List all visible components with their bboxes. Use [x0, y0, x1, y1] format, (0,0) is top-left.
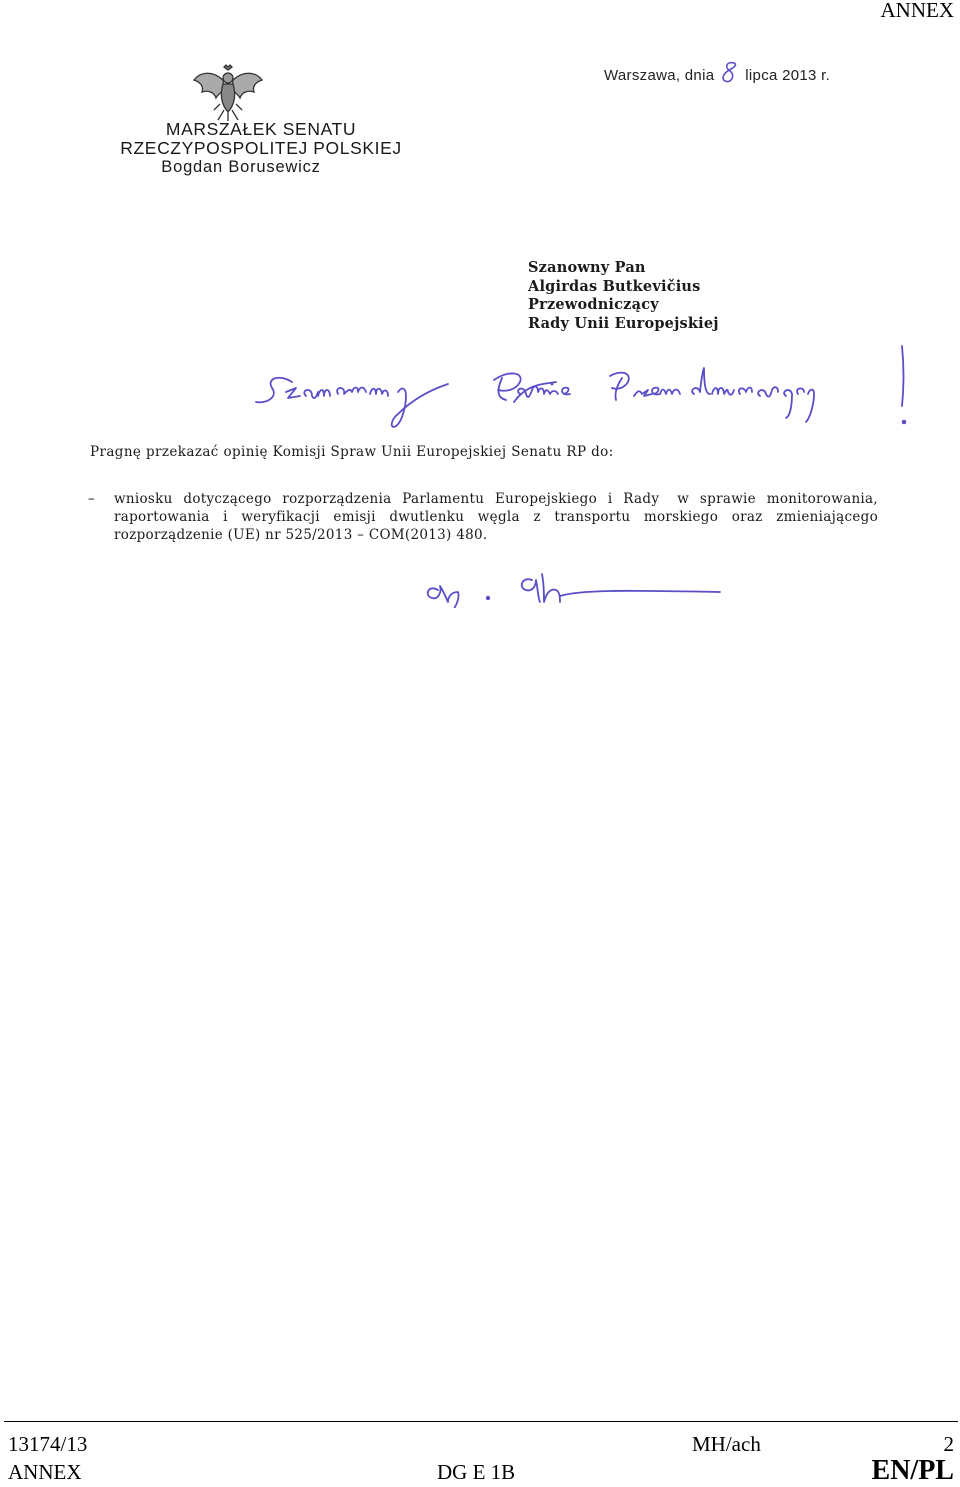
footer-page-number: 2	[943, 1432, 954, 1456]
body-intro: Pragnę przekazać opinię Komisji Spraw Unii Europejskiej Senatu RP do:	[90, 444, 614, 460]
handwritten-salutation	[250, 340, 930, 440]
recipient-title: Przewodniczący	[528, 296, 659, 313]
sender-institution: RZECZYPOSPOLITEJ POLSKIEJ	[120, 138, 402, 158]
recipient-name: Algirdas Butkevičius	[528, 277, 701, 295]
list-item-bullet: –	[88, 491, 96, 507]
letter-date	[604, 60, 830, 86]
footer-annex-label: ANNEX	[8, 1460, 82, 1484]
recipient-institution: Rady Unii Europejskiej	[528, 314, 719, 332]
date-suffix: lipca 2013 r.	[745, 67, 831, 84]
footer-doc-number: 13174/13	[8, 1432, 88, 1456]
footer-initials: MH/ach	[692, 1432, 761, 1456]
footer-language: EN/PL	[871, 1455, 954, 1486]
sender-title: MARSZAŁEK SENATU	[165, 119, 357, 139]
list-item-text	[114, 490, 878, 544]
handwritten-day	[719, 60, 741, 86]
sender-name: Bogdan Borusewicz	[161, 158, 321, 176]
header-annex-label: ANNEX	[880, 0, 954, 22]
date-prefix: Warszawa, dnia	[604, 67, 715, 84]
sender-block	[46, 120, 476, 177]
footer-divider	[4, 1421, 958, 1422]
list-item	[88, 490, 878, 544]
handwritten-signature	[420, 568, 730, 608]
polish-eagle-emblem	[190, 64, 266, 122]
list-item-text-part2: w sprawie monitorowania, raportowania i weryfikacji emisji dwutlenku węgla z transportu morskiego oraz zmieniającego rozporządzenie (UE) nr 525/2013 – COM(2013) 480.	[114, 491, 878, 543]
footer-dg: DG E 1B	[437, 1460, 516, 1484]
list-item-text-part1: wniosku dotyczącego rozporządzenia Parlamentu Europejskiego i Rady	[114, 491, 660, 507]
recipient-block	[528, 259, 719, 333]
recipient-salutation: Szanowny Pan	[528, 259, 646, 276]
